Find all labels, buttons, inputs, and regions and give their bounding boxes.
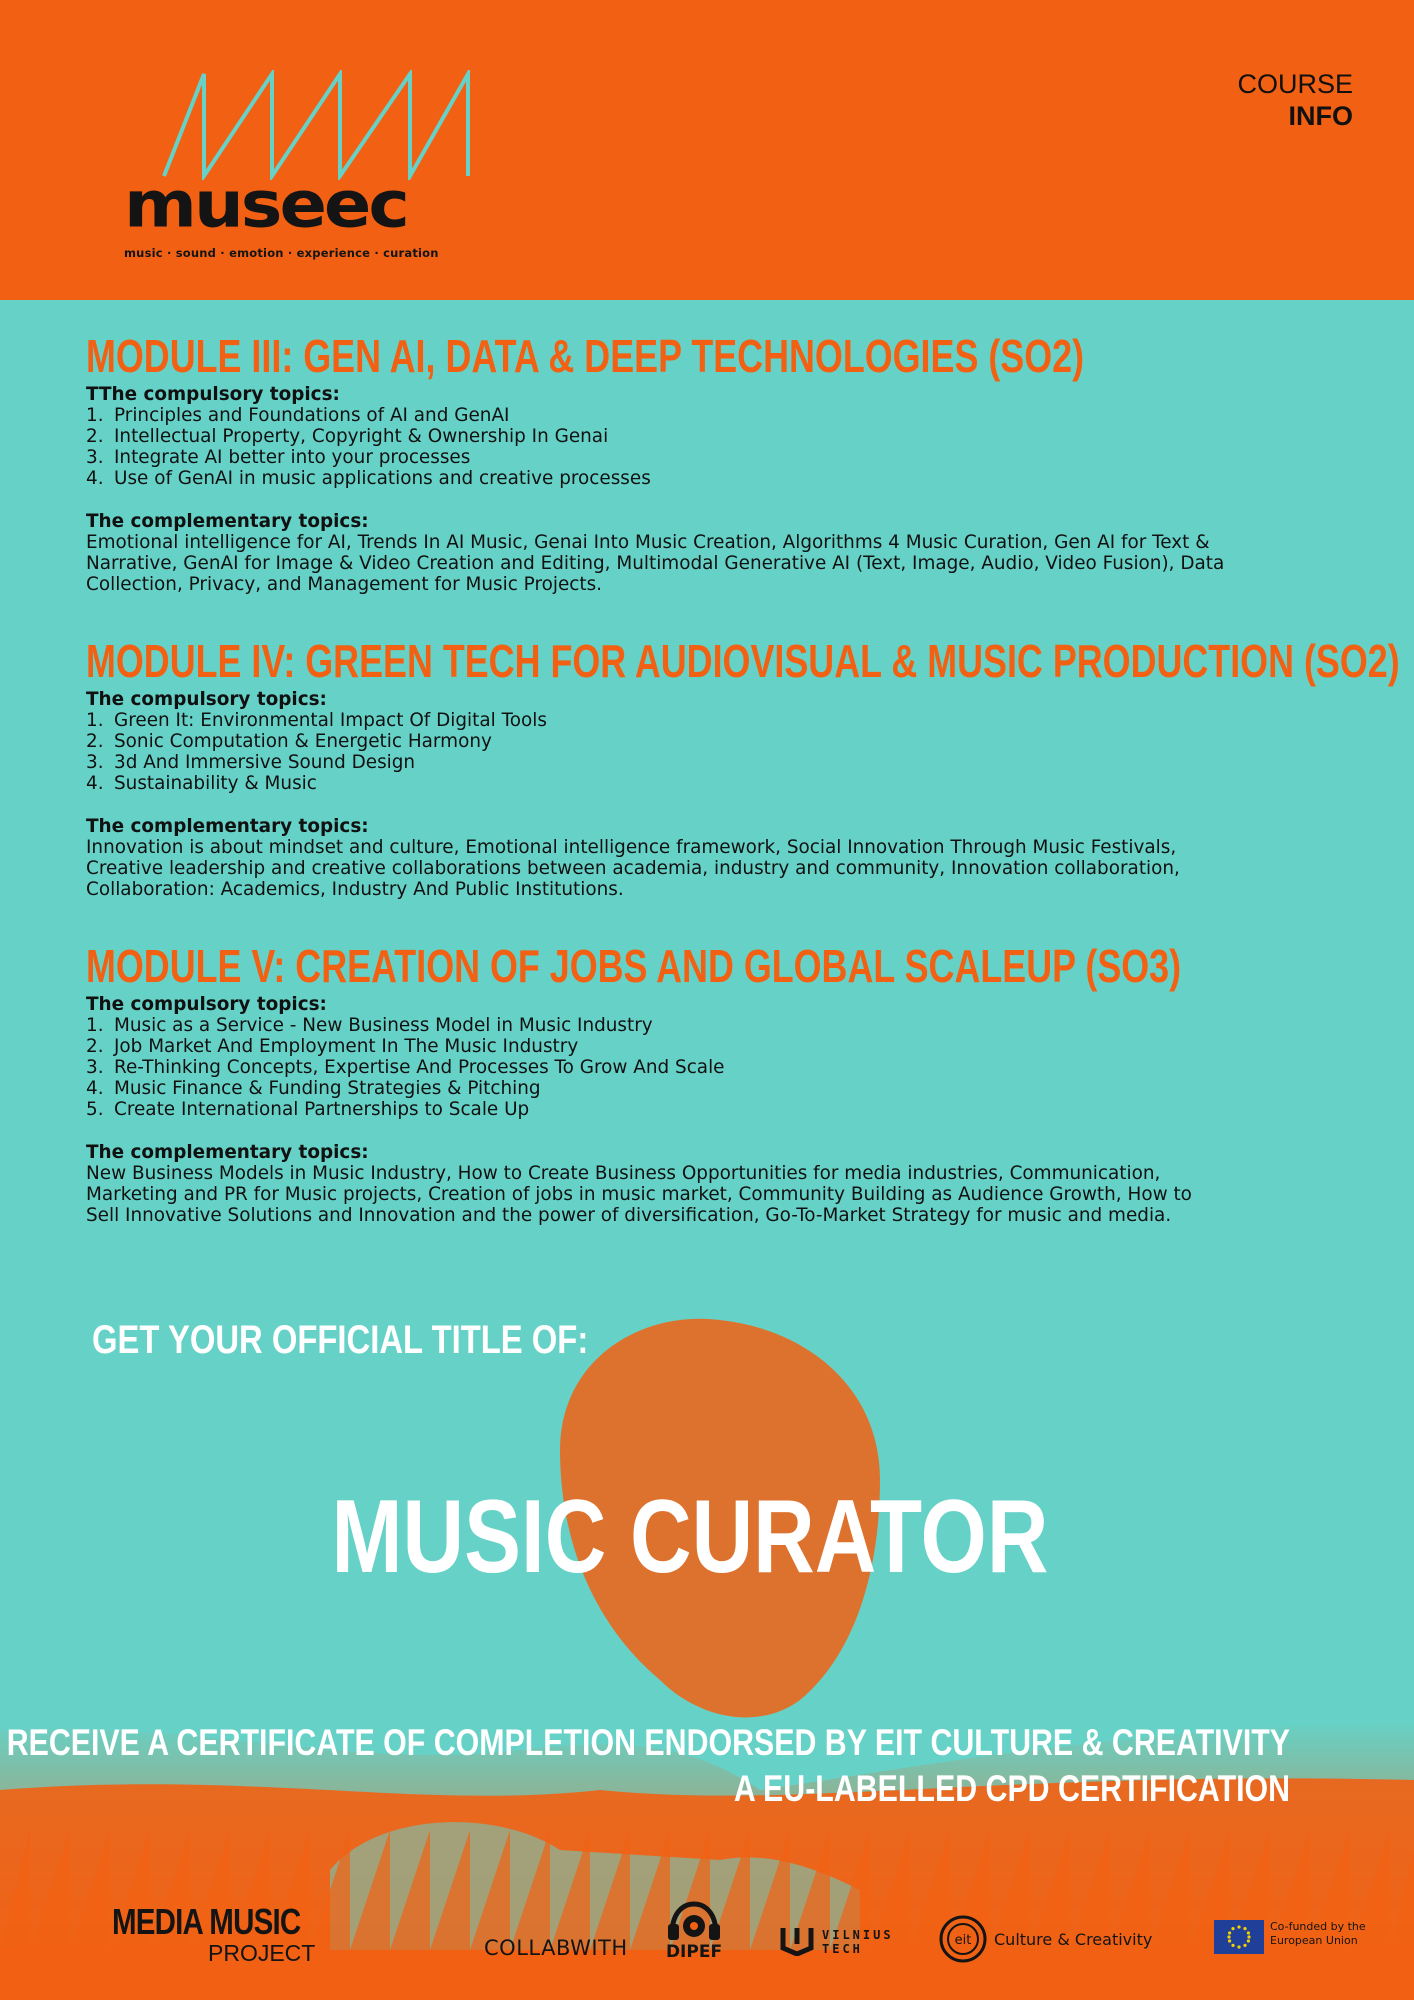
media-music-line2: PROJECT [208,1940,316,1966]
eu-line2: European Union [1270,1934,1358,1947]
module-title: MODULE IV: GREEN TECH FOR AUDIOVISUAL & MUSIC PRODUCTION (SO2) [86,635,1400,687]
complementary-label: The complementary topics: [86,1142,369,1163]
module-body [86,994,1336,1226]
course-info-line1: COURSE [1237,69,1353,99]
list-item: 4. Use of GenAI in music applications and creative processes [86,468,651,489]
compulsory-label: TThe compulsory topics: [86,384,340,405]
media-music-line1: MEDIA MUSIC [112,1901,301,1942]
module-4 [86,633,1400,900]
compulsory-label: The compulsory topics: [86,994,327,1015]
complementary-line: Collaboration: Academics, Industry And Public Institutions. [86,879,624,900]
compulsory-list [86,405,1336,489]
course-info-line2: INFO [1288,101,1353,131]
list-item: 5. Create International Partnerships to Scale Up [86,1099,530,1120]
footer-logos [0,1892,1414,2000]
dipef-text: DIPEF [665,1942,723,1962]
vilnius-tech-icon [780,1926,814,1956]
list-item: 4. Sustainability & Music [86,773,317,794]
collabwith-logo: COLLABWITH [484,1936,628,1960]
list-item: 2. Job Market And Employment In The Music Industry [86,1036,579,1057]
official-title-label: GET YOUR OFFICIAL TITLE OF: [92,1318,589,1362]
certificate-text [7,1720,1290,1812]
eit-culture-creativity-logo [938,1914,1153,1968]
complementary-line: Collection, Privacy, and Management for Music Projects. [86,574,603,595]
module-3 [86,328,1336,595]
header-band [0,0,1414,300]
compulsory-label: The compulsory topics: [86,689,327,710]
list-item: 1. Music as a Service - New Business Model in Music Industry [86,1015,653,1036]
logo-tagline: music · sound · emotion · experience · curation [124,246,439,260]
complementary-label: The complementary topics: [86,511,369,532]
eu-cofunded-logo [1214,1920,1366,1958]
headphones-icon [664,1900,724,1942]
complementary-label: The complementary topics: [86,816,369,837]
course-info [1237,68,1353,132]
vilnius-line2: TECH [822,1942,863,1956]
vilnius-line1: VILNIUS [822,1928,894,1942]
complementary-line: Marketing and PR for Music projects, Creation of jobs in music market, Community Building as Audience Growth, How to [86,1184,1192,1205]
list-item: 1. Green It: Environmental Impact Of Digital Tools [86,710,547,731]
eu-flag-icon [1214,1920,1264,1954]
certificate-line1: RECEIVE A CERTIFICATE OF COMPLETION ENDORSED BY EIT CULTURE & CREATIVITY [6,1722,1290,1763]
module-5 [86,938,1336,1226]
music-curator-title: MUSIC CURATOR [331,1479,1049,1595]
complementary-line: New Business Models in Music Industry, How to Create Business Opportunities for media industries, Communication, [86,1163,1161,1184]
complementary-line: Sell Innovative Solutions and Innovation and the power of diversification, Go-To-Market Strategy for music and media. [86,1205,1172,1226]
list-item: 1. Principles and Foundations of AI and GenAI [86,405,510,426]
list-item: 3. Re-Thinking Concepts, Expertise And Processes To Grow And Scale [86,1057,725,1078]
list-item: 3. 3d And Immersive Sound Design [86,752,416,773]
module-title: MODULE III: GEN AI, DATA & DEEP TECHNOLOGIES (SO2) [86,330,1085,382]
media-music-project-logo [112,1901,342,1966]
logo-wave-icon [160,70,472,180]
complementary-line: Emotional intelligence for AI, Trends In AI Music, Genai Into Music Creation, Algorithms 4 Music Curation, Gen AI for Text & [86,532,1210,553]
module-body [86,384,1336,595]
list-item: 2. Sonic Computation & Energetic Harmony [86,731,492,752]
certificate-line2: A EU-LABELLED CPD CERTIFICATION [733,1768,1290,1809]
list-item: 2. Intellectual Property, Copyright & Ownership In Genai [86,426,609,447]
logo-wordmark: museec [124,166,407,242]
compulsory-list [86,1015,1336,1120]
svg-text:eit: eit [954,1933,972,1948]
vilnius-tech-logo [780,1926,894,1960]
eit-icon [938,1914,988,1964]
complementary-line: Narrative, GenAI for Image & Video Creation and Editing, Multimodal Generative AI (Text, Image, Audio, Video Fusion), Data [86,553,1225,574]
module-title: MODULE V: CREATION OF JOBS AND GLOBAL SCALEUP (SO3) [86,940,1182,992]
dipef-logo [662,1900,726,1962]
eu-line1: Co-funded by the [1270,1920,1366,1933]
modules-content [86,328,1400,1226]
eit-text: Culture & Creativity [994,1930,1153,1949]
complementary-line: Creative leadership and creative collaborations between academia, industry and community, Innovation collaboration, [86,858,1180,879]
list-item: 3. Integrate AI better into your processes [86,447,471,468]
complementary-line: Innovation is about mindset and culture, Emotional intelligence framework, Social Innovation Through Music Festivals, [86,837,1177,858]
list-item: 4. Music Finance & Funding Strategies & Pitching [86,1078,541,1099]
module-body [86,689,1336,900]
compulsory-list [86,710,1336,794]
